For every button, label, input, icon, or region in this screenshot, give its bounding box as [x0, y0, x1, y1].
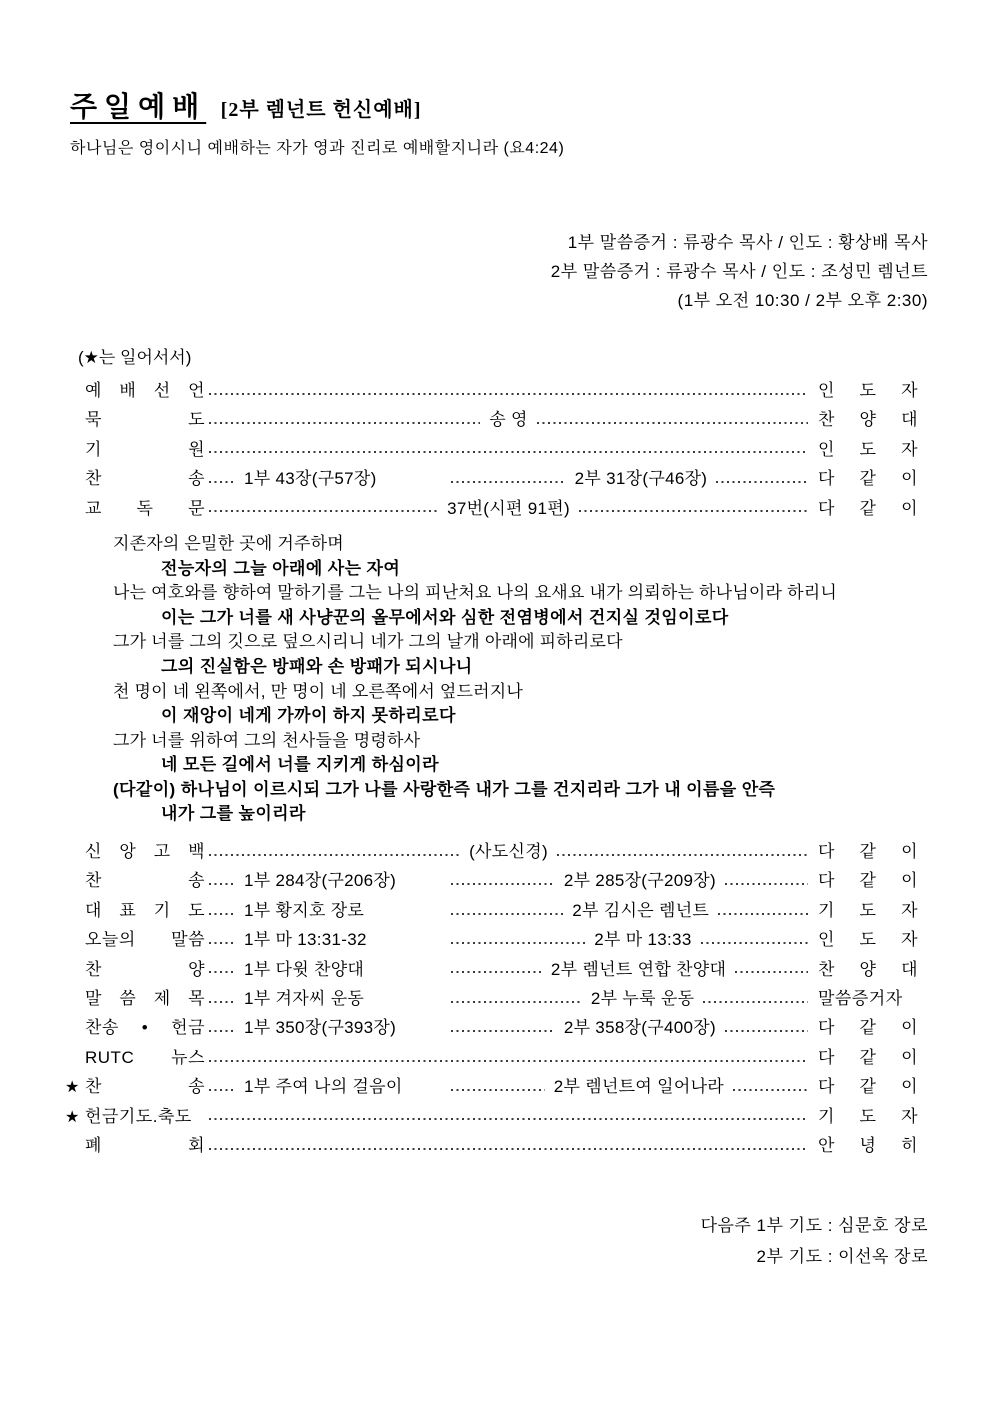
order-item-part1: 1부 황지호 장로 [244, 900, 365, 920]
page-title [0, 0, 992, 125]
order-row [65, 494, 918, 523]
order-item-label: 찬 양 [85, 959, 205, 979]
order-item-assignee: 안 녕 히 [818, 1135, 918, 1155]
order-item-label: 교 독 문 [85, 498, 205, 518]
order-item-label: 묵 도 [85, 410, 205, 430]
order-item-label: 헌금기도.축도 [85, 1106, 192, 1126]
order-item-part1: 1부 43장(구57장) [244, 469, 377, 489]
order-item-part2: 2부 358장(구400장) [563, 1018, 716, 1038]
order-item-label: 기 원 [85, 439, 205, 459]
order-row [65, 896, 918, 925]
dotted-leader [209, 1118, 808, 1120]
reading-line-congregation: 그의 진실함은 방패와 손 방패가 되시나니 [161, 656, 473, 676]
order-item-assignee: 기 도 자 [818, 900, 918, 920]
order-item-part1: 1부 다윗 찬양대 [244, 959, 365, 979]
service-title-bracket: [2부 렘넌트 헌신예배] [220, 99, 422, 121]
dotted-leader [451, 1001, 582, 1003]
dotted-leader [209, 451, 808, 453]
order-row [65, 1131, 918, 1160]
order-item-assignee: 찬 양 대 [818, 410, 918, 430]
order-row [65, 955, 918, 984]
order-item-label: 대 표 기 도 [85, 900, 205, 920]
order-row [65, 1043, 918, 1072]
order-row [65, 1102, 918, 1131]
service-info-line-1: 1부 말씀증거 : 류광수 목사 / 인도 : 황상배 목사 [567, 233, 928, 252]
reading-line-congregation: 전능자의 그늘 아래에 사는 자여 [161, 558, 401, 578]
dotted-leader [209, 510, 438, 512]
reading-line-congregation: 이 재앙이 네게 가까이 하지 못하리로다 [161, 706, 456, 726]
dotted-leader [209, 1148, 808, 1150]
order-item-part1: 1부 겨자씨 운동 [244, 989, 365, 1009]
dotted-leader [451, 1089, 545, 1091]
order-item-part1: 1부 350장(구393장) [244, 1018, 397, 1038]
reading-line-congregation: (다같이) 하나님이 이르시되 그가 나를 사랑한즉 내가 그를 건지리라 그가 내 이름을 안즉 [113, 779, 776, 799]
reading-line-leader: 그가 너를 위하여 그의 천사들을 명령하사 [113, 730, 421, 750]
order-item-detail: 37번(시편 91편) [447, 498, 570, 518]
star-icon: ★ [65, 1079, 80, 1097]
dotted-leader [209, 913, 235, 915]
order-item-assignee: 다 같 이 [818, 498, 919, 518]
order-item-label: 신 앙 고 백 [85, 842, 205, 862]
order-item-assignee: 다 같 이 [818, 1018, 918, 1038]
dotted-leader [716, 481, 808, 483]
dotted-leader [209, 481, 235, 483]
order-item-detail: 송 영 [489, 410, 528, 430]
order-row [65, 464, 918, 493]
dotted-leader [209, 1089, 235, 1091]
order-item-part2: 2부 31장(구46장) [574, 469, 708, 489]
order-of-worship-bottom [65, 837, 918, 1160]
reading-line-leader: 나는 여호와를 향하여 말하기를 그는 나의 피난처요 나의 요새요 내가 의뢰하는 하나님이라 하리니 [113, 583, 837, 603]
dotted-leader [537, 422, 808, 424]
dotted-leader [701, 942, 808, 944]
dotted-leader [209, 1060, 808, 1062]
service-info-block [0, 228, 992, 315]
order-item-label: 말 씀 제 목 [85, 989, 205, 1009]
order-item-part1: 1부 마 13:31-32 [244, 930, 367, 950]
order-row [65, 925, 918, 954]
scripture-motto: 하나님은 영이시니 예배하는 자가 영과 진리로 예배할지니라 (요4:24) [70, 140, 565, 157]
dotted-leader [725, 1030, 808, 1032]
order-item-part2: 2부 렘넌트 연합 찬양대 [550, 959, 727, 979]
dotted-leader [209, 942, 235, 944]
reading-line-congregation: 이는 그가 너를 새 사냥꾼의 올무에서와 심한 전염병에서 건지실 것임이로다 [161, 607, 729, 627]
dotted-leader [725, 883, 808, 885]
dotted-leader [451, 971, 542, 973]
order-item-part2: 2부 285장(구209장) [563, 871, 716, 891]
dotted-leader [451, 913, 563, 915]
order-item-assignee: 다 같 이 [818, 469, 918, 489]
dotted-leader [209, 1001, 235, 1003]
dotted-leader [209, 854, 460, 856]
order-item-assignee: 다 같 이 [818, 871, 918, 891]
dotted-leader [579, 510, 808, 512]
order-item-part2: 2부 누룩 운동 [590, 989, 695, 1009]
service-info-times: (1부 오전 10:30 / 2부 오후 2:30) [677, 291, 928, 310]
order-row [65, 984, 918, 1013]
dotted-leader [735, 971, 808, 973]
order-row [65, 866, 918, 895]
dotted-leader [451, 883, 555, 885]
dotted-leader [209, 883, 235, 885]
order-item-label: 찬 송 [85, 871, 205, 891]
next-week-block [0, 1210, 992, 1272]
order-item-assignee: 기 도 자 [818, 1106, 918, 1126]
order-item-assignee: 인 도 자 [818, 930, 918, 950]
order-item-part2: 2부 렘넌트여 일어나라 [553, 1077, 725, 1097]
order-item-label: 폐 회 [85, 1135, 205, 1155]
next-week-prayer-1: 다음주 1부 기도 : 심문호 장로 [700, 1216, 928, 1236]
dotted-leader [557, 854, 808, 856]
order-row [65, 1013, 918, 1042]
dotted-leader [451, 481, 566, 483]
order-row [65, 435, 918, 464]
dotted-leader [451, 1030, 555, 1032]
order-of-worship-top [65, 376, 918, 523]
order-item-part2: 2부 김시은 렘넌트 [572, 900, 710, 920]
order-item-label: 찬 송 [85, 1077, 205, 1097]
order-item-assignee: 다 같 이 [818, 1077, 918, 1097]
order-row [65, 376, 918, 405]
order-item-assignee: 다 같 이 [818, 842, 918, 862]
dotted-leader [209, 1030, 235, 1032]
dotted-leader [718, 913, 808, 915]
service-info-line-2: 2부 말씀증거 : 류광수 목사 / 인도 : 조성민 렘넌트 [550, 262, 928, 281]
reading-line-leader: 지존자의 은밀한 곳에 거주하며 [113, 533, 344, 553]
reading-line-leader: 천 명이 네 왼쪽에서, 만 명이 네 오른쪽에서 엎드러지나 [113, 681, 523, 701]
order-item-part2: 2부 마 13:33 [594, 930, 692, 950]
order-item-part1: 1부 주여 나의 걸음이 [244, 1077, 403, 1097]
order-item-assignee: 찬 양 대 [818, 959, 918, 979]
order-item-detail: (사도신경) [469, 842, 548, 862]
next-week-prayer-2: 2부 기도 : 이선옥 장로 [756, 1247, 928, 1267]
order-item-assignee: 다 같 이 [818, 1047, 918, 1067]
responsive-reading [65, 532, 932, 827]
order-item-label: 오늘의 말씀 [85, 930, 205, 950]
stand-note: (★는 일어서서) [78, 348, 192, 367]
order-item-label: 찬 송 [85, 469, 205, 489]
reading-line-leader: 그가 너를 그의 깃으로 덮으시리니 네가 그의 날개 아래에 피하리로다 [113, 632, 623, 652]
reading-line-congregation: 내가 그를 높이리라 [161, 804, 306, 824]
order-row [65, 405, 918, 434]
order-item-assignee: 말씀증거자 [818, 989, 903, 1009]
reading-line-congregation: 네 모든 길에서 너를 지키게 하심이라 [161, 755, 439, 775]
order-item-part1: 1부 284장(구206장) [244, 871, 397, 891]
star-icon: ★ [65, 1108, 80, 1126]
dotted-leader [451, 942, 585, 944]
dotted-leader [209, 393, 808, 395]
order-item-label: 예 배 선 언 [85, 381, 205, 400]
order-item-label: RUTC 뉴스 [85, 1047, 205, 1067]
order-row [65, 1072, 918, 1101]
order-item-assignee: 인 도 자 [818, 381, 918, 400]
order-item-assignee: 인 도 자 [818, 439, 918, 459]
order-row [65, 837, 918, 866]
service-title: 주일예배 [70, 92, 207, 123]
dotted-leader [733, 1089, 808, 1091]
dotted-leader [209, 422, 480, 424]
order-item-label: 찬송 • 헌금 [85, 1018, 205, 1038]
dotted-leader [703, 1001, 808, 1003]
dotted-leader [209, 971, 235, 973]
